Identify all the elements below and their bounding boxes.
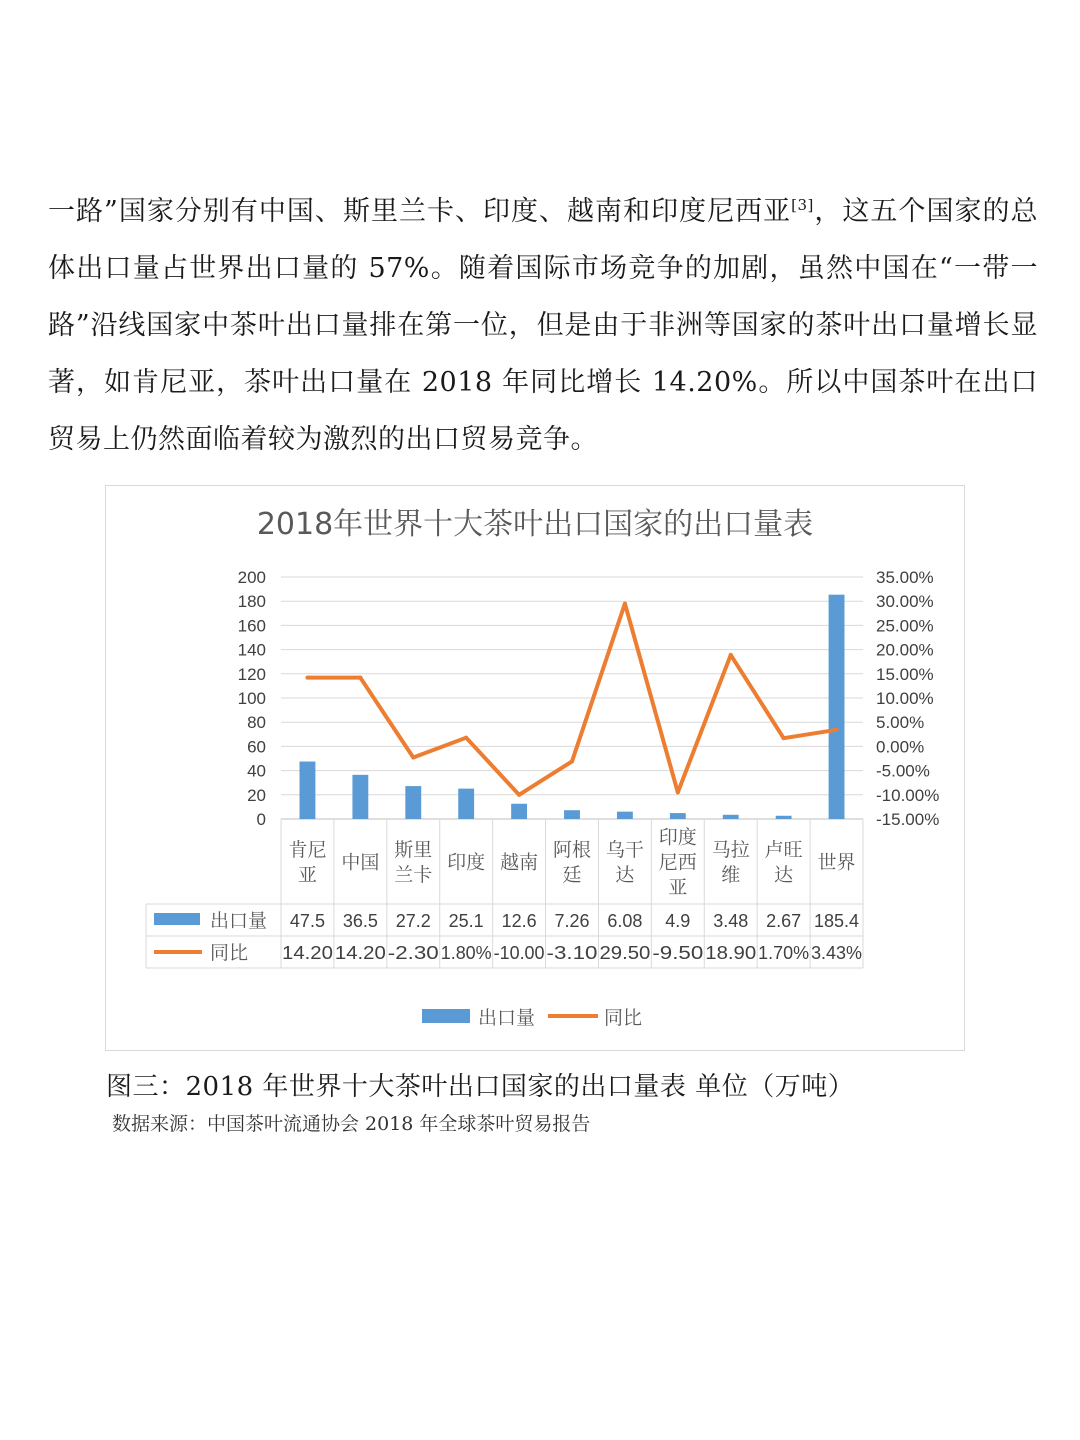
- y-right-tick: 25.00%: [876, 616, 934, 636]
- bar-value-cell: 25.1: [448, 911, 484, 931]
- category-label-line: 中国: [341, 851, 380, 874]
- category-label-line: 兰卡: [394, 864, 433, 886]
- category-label: [341, 852, 379, 874]
- category-label-line: 亚: [297, 864, 317, 886]
- category-label: [288, 839, 326, 886]
- bar-value-cell: 4.9: [665, 911, 691, 931]
- legend-label: 同比: [604, 1007, 643, 1029]
- yoy-value-cell: -2.30: [387, 943, 439, 963]
- category-label-line: 斯里: [394, 839, 433, 861]
- line-point: [729, 653, 733, 657]
- bar-value-cell: 12.6: [501, 911, 537, 931]
- category-label: [712, 839, 750, 886]
- yoy-line: [307, 604, 836, 795]
- legend-key-bar: [422, 1009, 470, 1023]
- yoy-value-cell: 1.70%: [758, 943, 810, 963]
- category-label-line: 卢旺: [764, 839, 803, 861]
- category-label-line: 达: [615, 864, 635, 886]
- category-label-line: 维: [721, 864, 741, 886]
- bar: [564, 810, 580, 819]
- category-label-line: 乌干: [605, 839, 644, 861]
- bar: [511, 804, 527, 819]
- category-label-line: 印度: [447, 851, 486, 874]
- y-left-tick: 80: [247, 713, 266, 733]
- y-left-tick: 120: [237, 664, 266, 684]
- category-label: [394, 839, 432, 886]
- yoy-value-cell: 18.90: [705, 943, 757, 963]
- line-point: [517, 793, 521, 797]
- bar-value-cell: 185.4: [814, 911, 860, 931]
- category-label: [818, 852, 856, 874]
- category-label-line: 越南: [500, 851, 539, 874]
- bar-value-cell: 27.2: [395, 911, 431, 931]
- category-label-line: 廷: [562, 864, 582, 886]
- bar-value-cell: 3.48: [713, 911, 749, 931]
- line-point: [623, 602, 627, 606]
- yoy-value-cell: 1.80%: [440, 943, 492, 963]
- data-source-note: 数据来源：中国茶叶流通协会 2018 年全球茶叶贸易报告: [112, 1113, 591, 1135]
- yoy-value-cell: 29.50: [599, 943, 651, 963]
- y-right-tick: -15.00%: [876, 810, 940, 829]
- bar-value-cell: 6.08: [607, 911, 643, 931]
- y-left-tick: 40: [247, 761, 266, 781]
- category-label: [553, 839, 591, 886]
- bar: [776, 816, 792, 819]
- yoy-value-cell: 3.43%: [811, 943, 863, 963]
- bar: [405, 786, 421, 819]
- bar-value-cell: 47.5: [289, 911, 325, 931]
- table-row-header: 出口量: [210, 910, 268, 932]
- category-label: [447, 852, 485, 874]
- yoy-value-cell: -9.50: [652, 943, 704, 963]
- line-point: [305, 676, 309, 680]
- figure-caption: 图三：2018 年世界十大茶叶出口国家的出口量表 单位（万吨）: [106, 1072, 855, 1102]
- y-right-tick: 35.00%: [876, 568, 934, 587]
- line-point: [358, 676, 362, 680]
- citation-ref: [3]: [791, 196, 814, 214]
- y-right-tick: -5.00%: [876, 761, 930, 781]
- category-label: [500, 852, 538, 874]
- bar: [670, 813, 686, 819]
- data-table: [146, 819, 863, 968]
- yoy-value-cell: -10.00: [493, 943, 545, 963]
- paragraph-text-1: 一路”国家分别有中国、斯里兰卡、印度、越南和印度尼西亚: [48, 196, 792, 227]
- line-point: [464, 736, 468, 740]
- category-label: [606, 839, 644, 886]
- bar: [829, 595, 845, 819]
- bar-value-cell: 7.26: [554, 911, 590, 931]
- chart-legend: [422, 1007, 642, 1029]
- line-point: [411, 756, 415, 760]
- y-left-tick: 60: [247, 737, 266, 757]
- y-right-tick: 10.00%: [876, 689, 934, 708]
- y-right-tick: 30.00%: [876, 592, 934, 612]
- body-paragraph: [48, 183, 1038, 468]
- legend-label: 出口量: [478, 1007, 536, 1029]
- paragraph-text-2: ，这五个国家的总体出口量占世界出口量的 57%。随着国际市场竞争的加剧，虽然中国在“一带一路”沿线国家中茶叶出口量排在第一位，但是由于非洲等国家的茶叶出口量增长显著，如肯尼亚，茶叶出口量在 2018 年同比增长 14.20%。所以中国茶叶在出口贸易上仍然面临着较为激烈的出口贸易竞争。: [48, 196, 1038, 455]
- line-point: [676, 790, 680, 794]
- bar-value-cell: 2.67: [766, 911, 802, 931]
- line-series: [305, 602, 838, 797]
- y-left-tick: 0: [256, 810, 266, 829]
- bar: [723, 815, 739, 819]
- y-right-tick: -10.00%: [876, 785, 940, 805]
- chart-container: [105, 485, 965, 1051]
- category-label-line: 印度: [658, 826, 697, 849]
- line-point: [570, 759, 574, 763]
- y-right-tick: 20.00%: [876, 640, 934, 660]
- category-label-line: 尼西: [658, 851, 697, 874]
- category-label-line: 肯尼: [288, 839, 327, 861]
- category-label-line: 亚: [668, 876, 688, 899]
- y-left-tick: 140: [237, 640, 266, 660]
- category-label: [659, 827, 697, 899]
- bar-value-cell: 36.5: [342, 911, 378, 931]
- line-point: [782, 736, 786, 740]
- category-label-line: 马拉: [711, 839, 750, 861]
- y-left-tick: 180: [237, 592, 266, 612]
- bar: [300, 762, 316, 819]
- combo-chart: [106, 486, 964, 1050]
- y-left-tick: 200: [237, 568, 266, 587]
- yoy-value-cell: -3.10: [546, 943, 598, 963]
- yoy-value-cell: 14.20: [282, 943, 333, 963]
- category-label-line: 达: [774, 864, 794, 886]
- table-row-header: 同比: [210, 942, 249, 964]
- y-left-tick: 20: [247, 785, 266, 805]
- bar: [458, 789, 474, 819]
- bar: [352, 775, 368, 819]
- y-left-tick: 100: [237, 689, 266, 708]
- table-key-bar: [154, 913, 200, 925]
- y-right-tick: 15.00%: [876, 664, 934, 684]
- bar: [617, 812, 633, 819]
- category-label: [765, 839, 803, 886]
- y-right-tick: 5.00%: [876, 713, 925, 733]
- line-point: [835, 728, 839, 732]
- y-left-tick: 160: [237, 616, 266, 636]
- yoy-value-cell: 14.20: [334, 943, 386, 963]
- category-label-line: 世界: [817, 851, 856, 874]
- category-label-line: 阿根: [552, 839, 592, 861]
- y-right-tick: 0.00%: [876, 737, 925, 757]
- chart-title: 2018年世界十大茶叶出口国家的出口量表: [256, 507, 814, 542]
